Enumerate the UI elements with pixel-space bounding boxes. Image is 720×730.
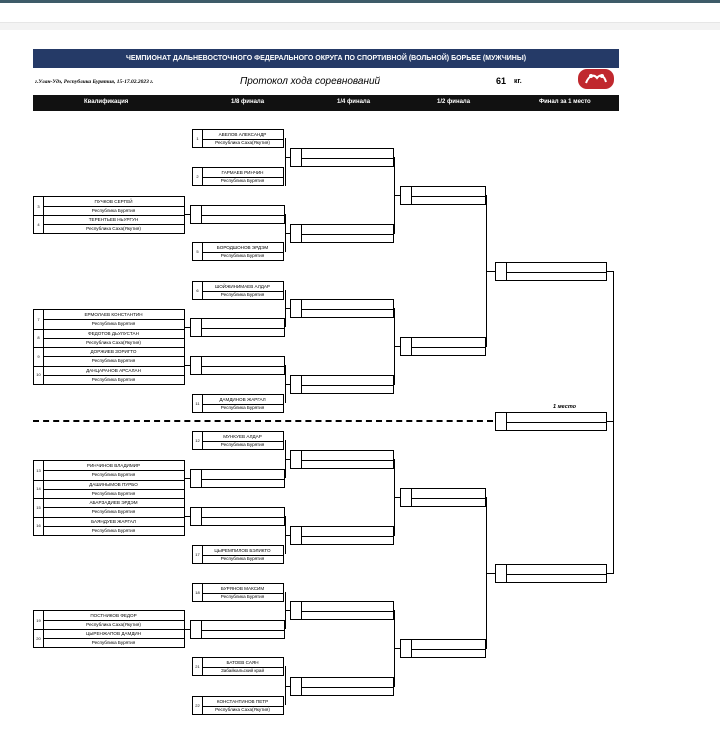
wrestler-region: Республика Саха(Якутия): [215, 707, 270, 713]
wrestler-number: 21: [193, 658, 203, 675]
wrestler-number: 11: [193, 395, 203, 412]
qual-match-1: [33, 196, 185, 234]
wrestler-number: 17: [193, 546, 203, 563]
wrestler-region: Республика Бурятия: [91, 376, 136, 382]
wrestler-name: ЦЫРЕМПИЛОВ БЭЛИКТО: [202, 546, 283, 556]
wrestler-number: 6: [193, 282, 203, 299]
sf-slot: [400, 337, 486, 356]
seed-entry: [192, 242, 284, 261]
bracket-line: [394, 648, 400, 649]
wrestler-name: ДОРЖИЕВ ЗОРИГТО: [43, 347, 184, 357]
wrestler-number: 19: [34, 611, 44, 630]
wrestler-name: БАТОЕВ САЯН: [202, 658, 283, 668]
wrestler-name: ФЕДОТОВ ДЬУЛУСТАН: [43, 329, 184, 339]
wrestler-region: Республика Бурятия: [220, 556, 265, 562]
wrestler-number: 20: [34, 629, 44, 647]
qf-slot: [290, 224, 394, 243]
sf-slot: [400, 488, 486, 507]
half-divider: [33, 420, 493, 422]
bracket-line: [185, 214, 190, 215]
wrestler-name: ШОЙЖИНИМАЕВ АЛДАР: [202, 282, 283, 292]
wrestler-name: ПОСТНИКОВ ФЕДОР: [43, 611, 184, 621]
wrestler-name: ТЕРЕНТЬЕВ НЬУРГУН: [43, 215, 184, 225]
seed-entry: [192, 281, 284, 300]
final-slot: [495, 564, 607, 583]
wrestler-number: 14: [34, 480, 44, 500]
wrestler-region: Республика Бурятия: [220, 253, 265, 259]
wrestler-number: 22: [193, 697, 203, 714]
qual-match-4: [33, 610, 185, 648]
browser-top-bar: [0, 0, 720, 23]
wrestler-name: БАЯНДУЕВ ЖАРГАЛ: [43, 517, 184, 527]
wrestler-name: ЦЫРЕНЖАПОВ ДАМДИН: [43, 629, 184, 639]
champion-slot: [495, 412, 607, 431]
bracket-line: [394, 195, 400, 196]
first-place-label: 1 место: [553, 404, 577, 410]
wrestler-region: Республика Бурятия: [43, 319, 184, 329]
seed-entry: [192, 431, 284, 450]
wrestler-region: Республика Бурятия: [43, 206, 184, 216]
bracket-line: [285, 610, 290, 611]
qf-slot: [290, 601, 394, 620]
wrestler-name: БОРОДШОНОВ ЭРДЭМ: [202, 243, 283, 253]
bracket-line: [185, 629, 190, 630]
seed-entry: [192, 545, 284, 564]
bracket-line: [285, 459, 290, 460]
seed-entry: [192, 696, 284, 715]
wrestler-region: Республика Саха(Якутия): [43, 338, 184, 348]
qf-slot: [290, 526, 394, 545]
wrestler-name: ДАШИНЫМОВ ПУРБО: [43, 480, 184, 490]
wrestler-name: РИНЧИНОВ ВЛАДИМИР: [43, 461, 184, 471]
wrestler-number: 4: [34, 215, 44, 233]
seed-entry: [192, 394, 284, 413]
wrestler-number: 12: [193, 432, 203, 449]
wrestler-region: Республика Бурятия: [43, 356, 184, 366]
r16-slot: [190, 356, 285, 375]
bracket-line: [613, 271, 614, 574]
bracket-line: [486, 271, 495, 272]
wrestler-name: АВЕЛОВ АЛЕКСАНДР: [202, 130, 283, 140]
bracket-line: [285, 308, 290, 309]
wrestler-name: МУНКУЕВ АЛДАР: [202, 432, 283, 442]
wrestler-region: Республика Саха(Якутия): [86, 226, 141, 231]
wrestler-region: Республика Саха(Якутия): [43, 620, 184, 630]
bracket-line: [285, 157, 290, 158]
wrestler-region: Республика Бурятия: [43, 489, 184, 499]
stage-round-of-16: 1/8 финала: [231, 99, 265, 105]
bracket-line: [185, 327, 190, 328]
r16-slot: [190, 318, 285, 337]
qf-slot: [290, 148, 394, 167]
bracket-line: [285, 686, 290, 687]
seed-entry: [192, 129, 284, 148]
wrestler-region: Республика Бурятия: [91, 527, 136, 533]
r16-slot: [190, 205, 285, 224]
bracket-line: [486, 573, 495, 574]
wrestler-name: ДАМДИНОВ ЖАРГАЛ: [202, 395, 283, 405]
wrestler-name: КОНСТАНТИНОВ ПЕТР: [202, 697, 283, 707]
wrestler-region: Республика Бурятия: [43, 507, 184, 517]
stage-quarterfinal: 1/4 финала: [337, 99, 371, 105]
bracket-line: [394, 346, 400, 347]
wrestler-number: 3: [34, 197, 44, 216]
bracket-line: [285, 384, 290, 385]
wrestler-number: 5: [193, 243, 203, 260]
seed-entry: [192, 583, 284, 602]
wrestler-region: Республика Бурятия: [220, 442, 265, 448]
wrestler-region: Республика Бурятия: [91, 640, 136, 645]
wrestler-region: Республика Бурятия: [220, 178, 265, 184]
bracket-line: [185, 516, 190, 517]
bracket-line: [394, 497, 400, 498]
bracket-line: [185, 478, 190, 479]
wrestler-name: ДАНЦАРАНОВ АРСАЛАН: [43, 366, 184, 376]
r16-slot: [190, 620, 285, 639]
bracket-line: [185, 365, 190, 366]
r16-slot: [190, 507, 285, 526]
wrestler-number: 2: [193, 168, 203, 185]
seed-entry: [192, 657, 284, 676]
weight-value: 61: [496, 76, 507, 86]
wrestler-number: 18: [193, 584, 203, 601]
wrestler-number: 7: [34, 310, 44, 330]
qual-match-3: [33, 460, 185, 536]
bracket-line: [285, 138, 286, 186]
seed-entry: [192, 167, 284, 186]
wrestler-number: 8: [34, 329, 44, 349]
wrestler-name: БУРЯНОВ МАКСИМ: [202, 584, 283, 594]
wrestler-name: ЕРМОЛАЕВ КОНСТАНТИН: [43, 310, 184, 320]
qf-slot: [290, 450, 394, 469]
top-strip: [0, 0, 720, 3]
qf-slot: [290, 299, 394, 318]
r16-slot: [190, 469, 285, 488]
protocol-title: Протокол хода соревнований: [240, 76, 381, 87]
stage-final: Финал за 1 место: [539, 99, 591, 105]
qf-slot: [290, 375, 394, 394]
bracket-line: [607, 421, 613, 422]
wrestler-number: 16: [34, 517, 44, 536]
wrestler-region: Республика Бурятия: [220, 405, 265, 411]
wrestler-number: 13: [34, 461, 44, 481]
federation-logo-icon: [576, 68, 616, 90]
wrestler-region: Забайкальский край: [220, 668, 265, 674]
weight-unit: кг.: [514, 78, 522, 85]
wrestler-number: 15: [34, 498, 44, 518]
wrestler-number: 1: [193, 130, 203, 147]
wrestler-name: ГАРМАЕВ РИНЧИН: [202, 168, 283, 178]
qual-match-2: [33, 309, 185, 385]
event-location: г.Улан-Удэ, Республика Бурятия, 15-17.02.2023 г.: [35, 79, 154, 85]
wrestler-number: 9: [34, 347, 44, 367]
wrestler-region: Республика Бурятия: [220, 292, 265, 298]
championship-title: ЧЕМПИОНАТ ДАЛЬНЕВОСТОЧНОГО ФЕДЕРАЛЬНОГО ОКРУГА ПО СПОРТИВНОЙ (ВОЛЬНОЙ) БОРЬБЕ (МУЖЧИНЫ): [33, 49, 619, 68]
final-slot: [495, 262, 607, 281]
wrestler-region: Республика Бурятия: [43, 470, 184, 480]
stage-semifinal: 1/2 финала: [437, 99, 471, 105]
sf-slot: [400, 186, 486, 205]
wrestler-name: АБАРЗАДИЕВ ЭРДЭМ: [43, 498, 184, 508]
qf-slot: [290, 677, 394, 696]
bracket-line: [285, 233, 290, 234]
wrestler-region: Республика Саха(Якутия): [215, 140, 270, 146]
wrestler-name: ПУЧКОВ СЕРГЕЙ: [43, 197, 184, 207]
stage-qualification: Квалификация: [84, 99, 129, 105]
wrestler-region: Республика Бурятия: [220, 594, 265, 600]
sf-slot: [400, 639, 486, 658]
bracket-line: [285, 535, 290, 536]
wrestler-number: 10: [34, 366, 44, 385]
